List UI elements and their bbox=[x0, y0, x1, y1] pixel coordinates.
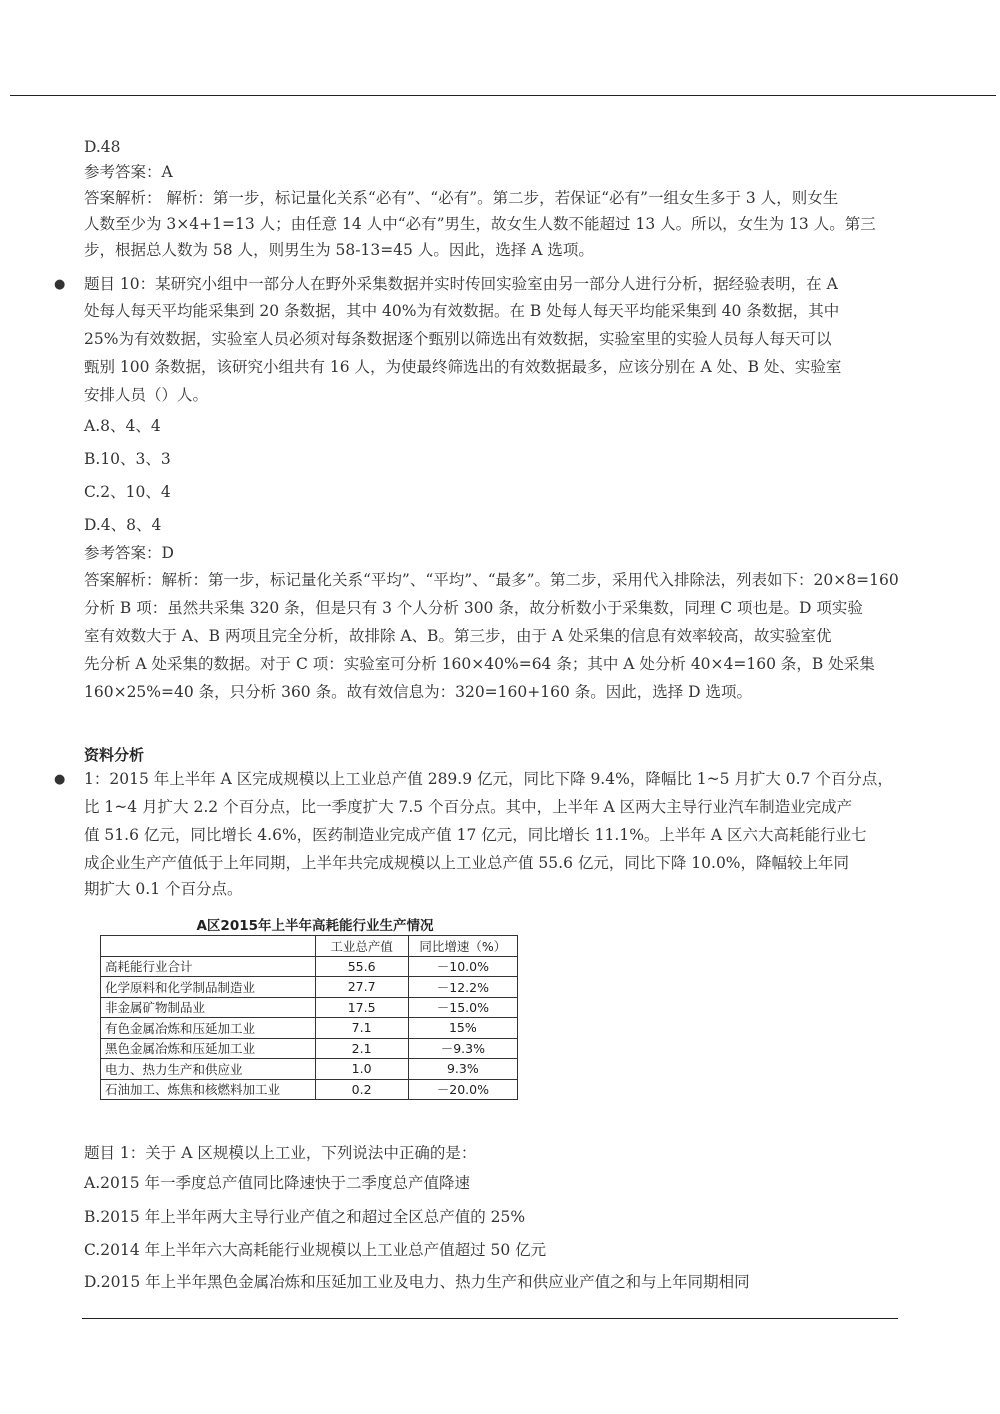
growth-rate: 9.3% bbox=[408, 1059, 517, 1080]
explanation-prev-line-3: 步，根据总人数为 58 人，则男生为 58-13=45 人。因此，选择 A 选项。 bbox=[84, 241, 594, 259]
table-row bbox=[101, 1018, 518, 1039]
bullet-icon: ● bbox=[54, 277, 66, 292]
section-title: 资料分析 bbox=[84, 746, 145, 764]
header-rule bbox=[10, 95, 996, 96]
growth-rate: －12.2% bbox=[408, 977, 517, 998]
q1-option-b: B.2015 年上半年两大主导行业产值之和超过全区总产值的 25% bbox=[84, 1208, 526, 1226]
q10-stem-line-3: 25%为有效数据，实验室人员必须对每条数据逐个甄别以筛选出有效数据，实验室里的实验人员每人每天可以 bbox=[84, 330, 832, 348]
q1-option-c: C.2014 年上半年六大高耗能行业规模以上工业总产值超过 50 亿元 bbox=[84, 1241, 547, 1259]
material-line-5: 期扩大 0.1 个百分点。 bbox=[84, 880, 243, 898]
growth-rate: 15% bbox=[408, 1018, 517, 1039]
table-header-cell: 同比增速（%） bbox=[408, 936, 517, 957]
industry-name: 高耗能行业合计 bbox=[101, 956, 316, 977]
q10-explanation-line-3: 室有效数大于 A、B 两项且完全分析，故排除 A、B。第三步，由于 A 处采集的信息有效率较高，故实验室优 bbox=[84, 627, 832, 645]
output-value: 2.1 bbox=[315, 1038, 408, 1059]
q10-option-c: C.2、10、4 bbox=[84, 483, 171, 501]
growth-rate: －20.0% bbox=[408, 1079, 517, 1100]
table-title: A区2015年上半年高耗能行业生产情况 bbox=[196, 918, 434, 934]
output-value: 1.0 bbox=[315, 1059, 408, 1080]
q10-explanation-line-1: 答案解析：解析：第一步，标记量化关系“平均”、“平均”、“最多”。第二步，采用代入排除法，列表如下：20×8=160 bbox=[84, 571, 899, 589]
material-line-2: 比 1~4 月扩大 2.2 个百分点，比一季度扩大 7.5 个百分点。其中，上半年 A 区两大主导行业汽车制造业完成产 bbox=[84, 798, 853, 816]
industry-name: 黑色金属冶炼和压延加工业 bbox=[101, 1038, 316, 1059]
q10-explanation-line-4: 先分析 A 处采集的数据。对于 C 项：实验室可分析 160×40%=64 条；其中 A 处分析 40×4=160 条，B 处采集 bbox=[84, 655, 875, 673]
explanation-prev-line-2: 人数至少为 3×4+1=13 人；由任意 14 人中“必有”男生，故女生人数不能超过 13 人。所以，女生为 13 人。第三 bbox=[84, 215, 876, 233]
growth-rate: －9.3% bbox=[408, 1038, 517, 1059]
material-line-4: 成企业生产产值低于上年同期，上半年共完成规模以上工业总产值 55.6 亿元，同比下降 10.0%，降幅较上年同 bbox=[84, 854, 850, 872]
q10-explanation-line-2: 分析 B 项：虽然共采集 320 条，但是只有 3 个人分析 300 条，故分析数小于采集数，同理 C 项也是。D 项实验 bbox=[84, 599, 863, 617]
data-table bbox=[100, 935, 518, 1100]
material-line-3: 值 51.6 亿元，同比增长 4.6%，医药制造业完成产值 17 亿元，同比增长 11.1%。上半年 A 区六大高耗能行业七 bbox=[84, 826, 867, 844]
table-header-row bbox=[101, 936, 518, 957]
industry-name: 化学原料和化学制品制造业 bbox=[101, 977, 316, 998]
q1-option-a: A.2015 年一季度总产值同比降速快于二季度总产值降速 bbox=[84, 1174, 470, 1192]
industry-name: 有色金属冶炼和压延加工业 bbox=[101, 1018, 316, 1039]
q10-stem-line-2: 处每人每天平均能采集到 20 条数据，其中 40%为有效数据。在 B 处每人每天平均能采集到 40 条数据，其中 bbox=[84, 302, 840, 320]
reference-answer-prev: 参考答案：A bbox=[84, 163, 173, 181]
industry-name: 石油加工、炼焦和核燃料加工业 bbox=[101, 1079, 316, 1100]
industry-name: 电力、热力生产和供应业 bbox=[101, 1059, 316, 1080]
output-value: 0.2 bbox=[315, 1079, 408, 1100]
table-header-cell bbox=[101, 936, 316, 957]
q1-stem: 题目 1：关于 A 区规模以上工业，下列说法中正确的是： bbox=[84, 1144, 477, 1162]
q10-option-d: D.4、8、4 bbox=[84, 516, 162, 534]
table-row bbox=[101, 956, 518, 977]
table-row bbox=[101, 977, 518, 998]
growth-rate: －15.0% bbox=[408, 997, 517, 1018]
q10-stem-line-1: 题目 10：某研究小组中一部分人在野外采集数据并实时传回实验室由另一部分人进行分析，据经验表明，在 A bbox=[84, 275, 838, 293]
explanation-prev-line-1: 答案解析： 解析：第一步，标记量化关系“必有”、“必有”。第二步，若保证“必有”一组女生多于 3 人，则女生 bbox=[84, 189, 839, 207]
q10-stem-line-4: 甄别 100 条数据，该研究小组共有 16 人，为使最终筛选出的有效数据最多，应该分别在 A 处、B 处、实验室 bbox=[84, 358, 842, 376]
output-value: 55.6 bbox=[315, 956, 408, 977]
output-value: 7.1 bbox=[315, 1018, 408, 1039]
material-line-1: 1：2015 年上半年 A 区完成规模以上工业总产值 289.9 亿元，同比下降 9.4%，降幅比 1~5 月扩大 0.7 个百分点， bbox=[84, 770, 893, 788]
industry-name: 非金属矿物制品业 bbox=[101, 997, 316, 1018]
output-value: 17.5 bbox=[315, 997, 408, 1018]
bullet-icon: ● bbox=[54, 772, 66, 787]
option-d-prev: D.48 bbox=[84, 138, 121, 156]
output-value: 27.7 bbox=[315, 977, 408, 998]
data-table-figure bbox=[100, 917, 520, 1100]
q10-option-b: B.10、3、3 bbox=[84, 450, 171, 468]
footer-rule bbox=[82, 1318, 898, 1319]
table-row bbox=[101, 997, 518, 1018]
q10-reference-answer: 参考答案：D bbox=[84, 544, 174, 562]
table-row bbox=[101, 1038, 518, 1059]
q10-stem-line-5: 安排人员（）人。 bbox=[84, 386, 209, 404]
q10-option-a: A.8、4、4 bbox=[84, 417, 161, 435]
growth-rate: －10.0% bbox=[408, 956, 517, 977]
table-header-cell: 工业总产值 bbox=[315, 936, 408, 957]
q10-explanation-line-5: 160×25%=40 条，只分析 360 条。故有效信息为：320=160+160 条。因此，选择 D 选项。 bbox=[84, 683, 753, 701]
q1-option-d: D.2015 年上半年黑色金属冶炼和压延加工业及电力、热力生产和供应业产值之和与上年同期相同 bbox=[84, 1273, 750, 1291]
table-row bbox=[101, 1079, 518, 1100]
table-row bbox=[101, 1059, 518, 1080]
